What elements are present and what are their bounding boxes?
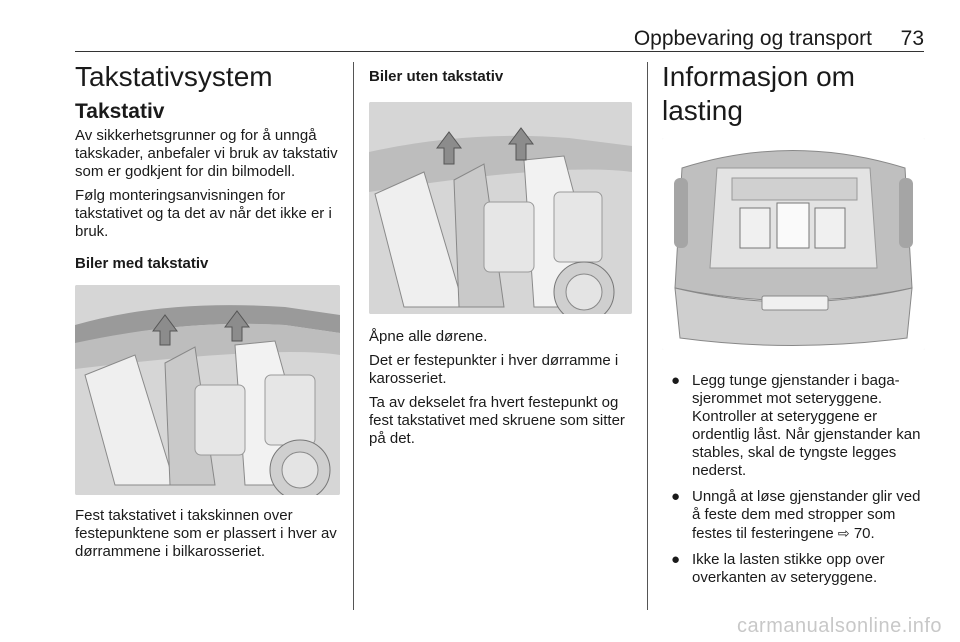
with-rack-caption: Fest takstativet i takskinnen over festepunktene som er plassert i hver av dørrammene i bilkarosseriet.: [75, 507, 337, 560]
list-item: [662, 488, 930, 543]
page-reference-link[interactable]: 70.: [853, 525, 875, 542]
loading-tips-list: [662, 372, 930, 587]
safety-paragraph: Av sikkerhetsgrunner og for å unngå takskader, anbefaler vi bruk av takstativ som er godkjent for din bilmodell.: [75, 127, 338, 180]
bullet-icon: ●: [671, 551, 681, 568]
header-title: Oppbevaring og transport: [633, 27, 872, 50]
middle-column: [369, 60, 635, 454]
loading-heading: Informasjon om lasting: [662, 61, 855, 126]
right-column: [662, 60, 930, 595]
column-divider-2: [647, 62, 648, 610]
list-item: [662, 372, 930, 480]
left-column: [75, 60, 343, 567]
watermark: carmanualsonline.info: [736, 615, 942, 637]
bullet-text: Legg tunge gjenstander i baga-sjerommet mot seteryggene. Kontroller at seteryggene er ordentlig låst. Når gjenstander kan stables, skal de tyngste legges nederst.: [692, 372, 921, 479]
list-item: [662, 551, 930, 587]
remove-cover-paragraph: Ta av dekselet fra hvert festepunkt og fest takstativet med skruene som sitter på det.: [369, 394, 625, 447]
bullet-text: Ikke la lasten stikke opp over overkanten av seteryggene.: [692, 551, 885, 586]
bullet-text: Unngå at løse gjenstander glir ved å feste dem med stropper som festes til festeringene: [692, 488, 921, 542]
bullet-icon: ●: [671, 372, 681, 389]
section-heading: Takstativsystem: [75, 61, 273, 92]
luggage-compartment-illustration: [662, 138, 925, 350]
fixing-points-paragraph: Det er festepunkter i hver dørramme i karosseriet.: [369, 352, 619, 387]
open-doors-paragraph: Åpne alle dørene.: [369, 328, 488, 345]
car-without-rack-illustration: [369, 102, 632, 314]
car-with-rack-illustration: [75, 285, 340, 495]
page-number: 73: [900, 27, 924, 50]
column-divider-1: [353, 62, 354, 610]
header-rule: [75, 51, 924, 52]
subsection-heading: Takstativ: [75, 100, 165, 123]
mounting-paragraph: Følg monteringsanvisningen for takstativet og ta det av når det ikke er i bruk.: [75, 187, 332, 240]
page-reference-icon: ⇨: [837, 525, 850, 541]
bullet-icon: ●: [671, 488, 681, 505]
with-rack-title: Biler med takstativ: [75, 255, 209, 272]
without-rack-title: Biler uten takstativ: [369, 68, 504, 85]
